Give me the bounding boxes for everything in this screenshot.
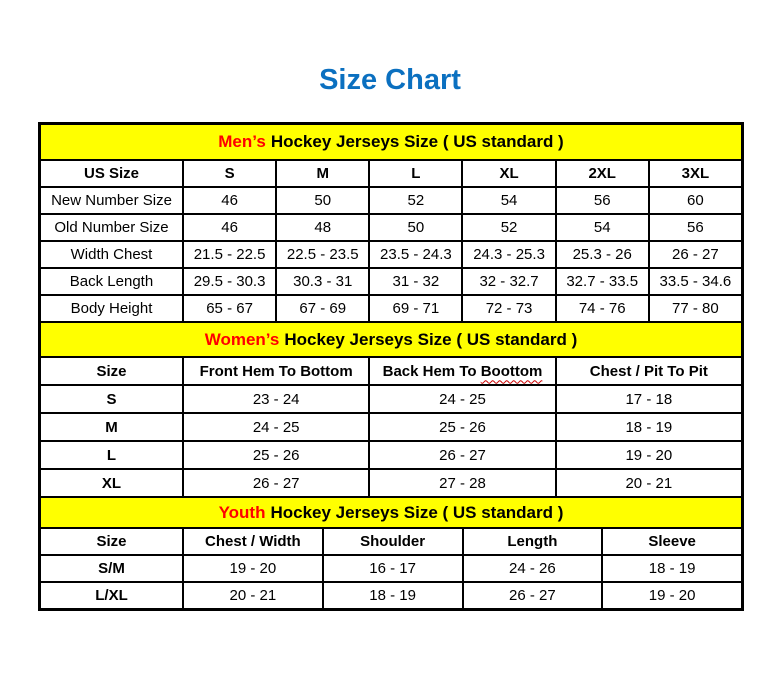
column-header: Chest / Width: [183, 528, 323, 555]
size-value: 26 - 27: [369, 441, 555, 469]
size-value: 52: [462, 214, 555, 241]
row-label: Body Height: [40, 295, 183, 322]
size-value: 25.3 - 26: [556, 241, 649, 268]
row-label: S: [40, 385, 183, 413]
table-row: [40, 385, 742, 413]
table-row: [40, 441, 742, 469]
size-value: 67 - 69: [276, 295, 369, 322]
banner-text: Hockey Jerseys Size ( US standard ): [284, 329, 578, 349]
mens-section-banner: [39, 123, 743, 161]
size-value: 25 - 26: [369, 413, 555, 441]
spellcheck-underline: Boottom: [480, 362, 543, 380]
size-value: 20 - 21: [556, 469, 742, 497]
size-chart-container: [38, 122, 744, 611]
size-value: 32 - 32.7: [462, 268, 555, 295]
size-value: 19 - 20: [602, 582, 742, 609]
table-row: [40, 469, 742, 497]
size-value: 32.7 - 33.5: [556, 268, 649, 295]
row-label: M: [40, 413, 183, 441]
size-value: 50: [276, 187, 369, 214]
page-title: Size Chart: [319, 64, 461, 96]
size-value: 50: [369, 214, 462, 241]
table-row: [40, 555, 742, 582]
column-header: Length: [463, 528, 603, 555]
size-value: 77 - 80: [649, 295, 742, 322]
womens-size-table: [39, 321, 743, 498]
table-row: [40, 268, 742, 295]
size-value: 18 - 19: [323, 582, 463, 609]
table-row: [40, 295, 742, 322]
size-value: 21.5 - 22.5: [183, 241, 276, 268]
column-header: Chest / Pit To Pit: [556, 357, 742, 385]
row-label: New Number Size: [40, 187, 183, 214]
row-label: L: [40, 441, 183, 469]
table-row: [40, 241, 742, 268]
size-value: 26 - 27: [463, 582, 603, 609]
size-value: 29.5 - 30.3: [183, 268, 276, 295]
youth-size-table: [39, 496, 743, 610]
size-value: 26 - 27: [649, 241, 742, 268]
row-label: Old Number Size: [40, 214, 183, 241]
size-value: 24.3 - 25.3: [462, 241, 555, 268]
row-label: Width Chest: [40, 241, 183, 268]
column-header: Back Hem To Boottom: [369, 357, 555, 385]
row-label: Back Length: [40, 268, 183, 295]
size-value: 16 - 17: [323, 555, 463, 582]
size-value: 18 - 19: [556, 413, 742, 441]
size-value: 26 - 27: [183, 469, 369, 497]
mens-size-table: [39, 123, 743, 323]
size-value: 56: [556, 187, 649, 214]
size-value: 18 - 19: [602, 555, 742, 582]
size-value: 33.5 - 34.6: [649, 268, 742, 295]
size-value: 19 - 20: [183, 555, 323, 582]
column-header: 3XL: [649, 160, 742, 187]
banner-highlight: Men’s: [218, 132, 266, 151]
column-header: Shoulder: [323, 528, 463, 555]
size-value: 24 - 25: [369, 385, 555, 413]
size-value: 20 - 21: [183, 582, 323, 609]
column-header: Sleeve: [602, 528, 742, 555]
row-label: S/M: [40, 555, 183, 582]
size-value: 31 - 32: [369, 268, 462, 295]
column-header: L: [369, 160, 462, 187]
banner-text: Hockey Jerseys Size ( US standard ): [270, 132, 564, 151]
table-row: [40, 413, 742, 441]
size-value: 22.5 - 23.5: [276, 241, 369, 268]
womens-section-banner: [39, 321, 743, 358]
column-header: Front Hem To Bottom: [183, 357, 369, 385]
size-value: 30.3 - 31: [276, 268, 369, 295]
youth-section-banner: [39, 496, 743, 529]
size-value: 54: [462, 187, 555, 214]
size-value: 24 - 26: [463, 555, 603, 582]
size-value: 56: [649, 214, 742, 241]
size-value: 46: [183, 214, 276, 241]
row-label: L/XL: [40, 582, 183, 609]
size-value: 65 - 67: [183, 295, 276, 322]
size-value: 72 - 73: [462, 295, 555, 322]
header-row: [40, 160, 742, 187]
column-header: S: [183, 160, 276, 187]
column-header: Size: [40, 357, 183, 385]
column-header: Size: [40, 528, 183, 555]
banner-highlight: Youth: [218, 502, 266, 522]
table-row: [40, 187, 742, 214]
banner-highlight: Women’s: [204, 329, 280, 349]
youth-size-grid: [39, 527, 743, 610]
header-row: [40, 528, 742, 555]
size-value: 69 - 71: [369, 295, 462, 322]
column-header: XL: [462, 160, 555, 187]
column-header: US Size: [40, 160, 183, 187]
size-value: 25 - 26: [183, 441, 369, 469]
table-row: [40, 214, 742, 241]
size-value: 19 - 20: [556, 441, 742, 469]
column-header: 2XL: [556, 160, 649, 187]
size-value: 17 - 18: [556, 385, 742, 413]
banner-text: Hockey Jerseys Size ( US standard ): [270, 502, 564, 522]
header-row: [40, 357, 742, 385]
size-value: 54: [556, 214, 649, 241]
size-value: 27 - 28: [369, 469, 555, 497]
size-value: 24 - 25: [183, 413, 369, 441]
womens-size-grid: [39, 356, 743, 498]
column-header: M: [276, 160, 369, 187]
size-value: 48: [276, 214, 369, 241]
size-value: 60: [649, 187, 742, 214]
size-value: 74 - 76: [556, 295, 649, 322]
mens-size-grid: [39, 159, 743, 323]
table-row: [40, 582, 742, 609]
size-value: 23 - 24: [183, 385, 369, 413]
size-value: 46: [183, 187, 276, 214]
size-value: 23.5 - 24.3: [369, 241, 462, 268]
row-label: XL: [40, 469, 183, 497]
size-value: 52: [369, 187, 462, 214]
